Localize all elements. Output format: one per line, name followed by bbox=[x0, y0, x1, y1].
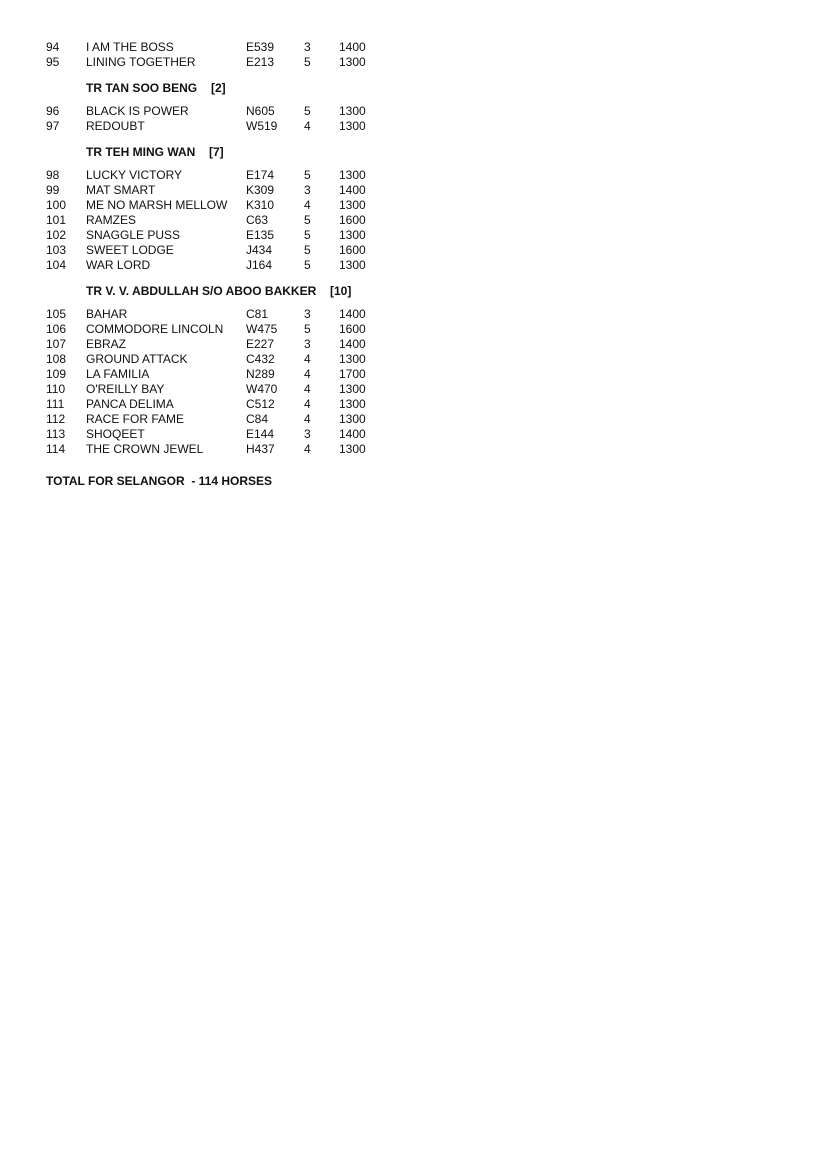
horse-name: RAMZES bbox=[86, 213, 137, 227]
horse-age: 4 bbox=[304, 412, 311, 426]
horse-number: 96 bbox=[46, 104, 60, 118]
horse-code: K310 bbox=[246, 198, 275, 212]
horse-name: BAHAR bbox=[86, 307, 128, 321]
trainer-horse-count: [10] bbox=[330, 284, 352, 298]
horse-name: SNAGGLE PUSS bbox=[86, 228, 181, 242]
horse-code: C84 bbox=[246, 412, 269, 426]
horse-number: 107 bbox=[46, 337, 67, 351]
horse-code: E213 bbox=[246, 55, 275, 69]
horse-rating: 1600 bbox=[339, 243, 366, 257]
horse-number: 103 bbox=[46, 243, 67, 257]
horse-number: 106 bbox=[46, 322, 67, 336]
horse-name: PANCA DELIMA bbox=[86, 397, 174, 411]
trainer-horse-count: [2] bbox=[211, 81, 226, 95]
horse-code: J434 bbox=[246, 243, 273, 257]
horse-rating: 1600 bbox=[339, 322, 366, 336]
horse-age: 3 bbox=[304, 337, 311, 351]
horse-code: K309 bbox=[246, 183, 275, 197]
horse-age: 5 bbox=[304, 213, 311, 227]
horse-number: 105 bbox=[46, 307, 67, 321]
horse-rating: 1700 bbox=[339, 367, 366, 381]
horse-code: E144 bbox=[246, 427, 275, 441]
horse-rating: 1300 bbox=[339, 412, 366, 426]
horse-rating: 1300 bbox=[339, 198, 366, 212]
horse-name: LUCKY VICTORY bbox=[86, 168, 183, 182]
horse-rating: 1400 bbox=[339, 427, 366, 441]
horse-name: THE CROWN JEWEL bbox=[86, 442, 204, 456]
horse-age: 5 bbox=[304, 104, 311, 118]
horse-code: E539 bbox=[246, 40, 275, 54]
horse-age: 3 bbox=[304, 40, 311, 54]
horse-rating: 1400 bbox=[339, 183, 366, 197]
horse-rating: 1300 bbox=[339, 258, 366, 272]
horse-age: 5 bbox=[304, 55, 311, 69]
horse-code: C432 bbox=[246, 352, 275, 366]
horse-code: N605 bbox=[246, 104, 275, 118]
trainer-name: TR V. V. ABDULLAH S/O ABOO BAKKER bbox=[86, 284, 317, 298]
horse-age: 5 bbox=[304, 243, 311, 257]
horse-code: C512 bbox=[246, 397, 275, 411]
horse-number: 109 bbox=[46, 367, 67, 381]
horse-rating: 1300 bbox=[339, 119, 366, 133]
horse-number: 114 bbox=[46, 442, 66, 456]
horse-name: LA FAMILIA bbox=[86, 367, 150, 381]
horse-rating: 1300 bbox=[339, 104, 366, 118]
horse-name: GROUND ATTACK bbox=[86, 352, 188, 366]
trainer-name: TR TEH MING WAN bbox=[86, 145, 196, 159]
horse-number: 111 bbox=[46, 397, 65, 411]
horse-name: SWEET LODGE bbox=[86, 243, 174, 257]
horse-rating: 1300 bbox=[339, 168, 366, 182]
horse-code: H437 bbox=[246, 442, 275, 456]
horse-code: N289 bbox=[246, 367, 275, 381]
horse-name: COMMODORE LINCOLN bbox=[86, 322, 224, 336]
horse-rating: 1300 bbox=[339, 382, 366, 396]
horse-age: 4 bbox=[304, 119, 311, 133]
horse-code: C63 bbox=[246, 213, 269, 227]
horse-number: 112 bbox=[46, 412, 66, 426]
horse-code: E174 bbox=[246, 168, 275, 182]
horse-number: 97 bbox=[46, 119, 60, 133]
horse-age: 3 bbox=[304, 427, 311, 441]
total-summary: TOTAL FOR SELANGOR - 114 HORSES bbox=[46, 474, 273, 488]
horse-rating: 1400 bbox=[339, 337, 366, 351]
horse-number: 100 bbox=[46, 198, 67, 212]
horse-rating: 1300 bbox=[339, 55, 366, 69]
horse-name: ME NO MARSH MELLOW bbox=[86, 198, 228, 212]
horse-age: 4 bbox=[304, 397, 311, 411]
horse-number: 110 bbox=[46, 382, 66, 396]
horse-code: C81 bbox=[246, 307, 269, 321]
horse-rating: 1400 bbox=[339, 307, 366, 321]
horse-name: RACE FOR FAME bbox=[86, 412, 185, 426]
horse-name: BLACK IS POWER bbox=[86, 104, 189, 118]
horse-age: 4 bbox=[304, 367, 311, 381]
horse-number: 94 bbox=[46, 40, 60, 54]
horse-name: WAR LORD bbox=[86, 258, 151, 272]
horse-number: 98 bbox=[46, 168, 60, 182]
trainer-name: TR TAN SOO BENG bbox=[86, 81, 198, 95]
horse-name: EBRAZ bbox=[86, 337, 127, 351]
horse-age: 4 bbox=[304, 352, 311, 366]
horse-number: 102 bbox=[46, 228, 67, 242]
horse-age: 5 bbox=[304, 258, 311, 272]
horse-number: 108 bbox=[46, 352, 67, 366]
horse-age: 5 bbox=[304, 228, 311, 242]
horse-rating: 1300 bbox=[339, 228, 366, 242]
horse-name: I AM THE BOSS bbox=[86, 40, 174, 54]
horse-number: 95 bbox=[46, 55, 60, 69]
horse-rating: 1300 bbox=[339, 352, 366, 366]
horse-code: E135 bbox=[246, 228, 275, 242]
horse-age: 3 bbox=[304, 183, 311, 197]
horse-code: W475 bbox=[246, 322, 278, 336]
horse-number: 101 bbox=[46, 213, 67, 227]
horse-number: 113 bbox=[46, 427, 66, 441]
horse-name: REDOUBT bbox=[86, 119, 145, 133]
horse-number: 104 bbox=[46, 258, 67, 272]
horse-code: E227 bbox=[246, 337, 275, 351]
horse-name: SHOQEET bbox=[86, 427, 145, 441]
horse-rating: 1400 bbox=[339, 40, 366, 54]
horse-rating: 1300 bbox=[339, 442, 366, 456]
horse-code: W470 bbox=[246, 382, 278, 396]
trainer-horse-count: [7] bbox=[209, 145, 224, 159]
horse-rating: 1600 bbox=[339, 213, 366, 227]
horse-rating: 1300 bbox=[339, 397, 366, 411]
horse-code: W519 bbox=[246, 119, 278, 133]
horse-name: MAT SMART bbox=[86, 183, 156, 197]
horse-age: 4 bbox=[304, 442, 311, 456]
horse-age: 4 bbox=[304, 198, 311, 212]
horse-age: 4 bbox=[304, 382, 311, 396]
horse-age: 5 bbox=[304, 322, 311, 336]
horse-age: 5 bbox=[304, 168, 311, 182]
horse-code: J164 bbox=[246, 258, 273, 272]
horse-name: LINING TOGETHER bbox=[86, 55, 196, 69]
horse-age: 3 bbox=[304, 307, 311, 321]
horse-number: 99 bbox=[46, 183, 60, 197]
horse-name: O'REILLY BAY bbox=[86, 382, 165, 396]
